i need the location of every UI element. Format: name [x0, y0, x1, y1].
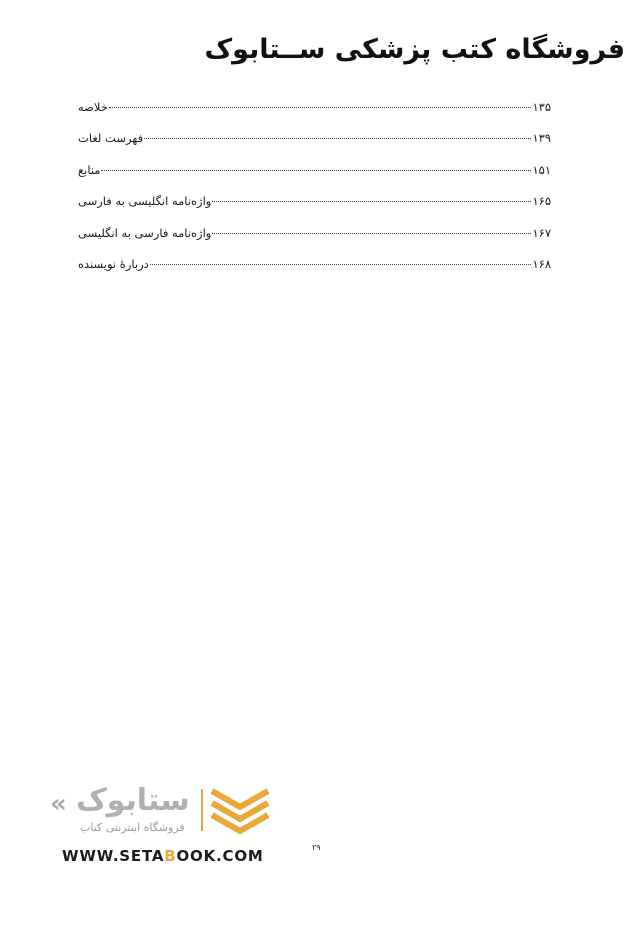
toc-entry-page: ۱۶۵ [532, 194, 551, 209]
table-of-contents [76, 100, 552, 288]
toc-entry-page: ۱۵۱ [532, 162, 551, 177]
toc-entry [76, 194, 552, 225]
toc-leader-dots [212, 233, 531, 234]
toc-entry-title: خلاصه [78, 100, 108, 114]
watermark-tagline: فروشگاه اینترنتی کتاب [80, 821, 185, 834]
toc-entry-page: ۱۶۷ [532, 225, 551, 240]
toc-leader-dots [150, 264, 532, 265]
watermark-brand-name: ستابوک [76, 783, 190, 818]
setabook-logo-icon [208, 785, 272, 837]
double-chevron-icon: « [50, 789, 63, 819]
toc-entry-page: ۱۶۸ [532, 256, 551, 271]
toc-entry [76, 226, 552, 257]
toc-leader-dots [212, 201, 531, 202]
toc-entry [76, 131, 552, 162]
toc-entry-title: واژه‌نامه انگلیسی به فارسی [78, 194, 212, 209]
page-number: ۲۹ [312, 843, 321, 852]
toc-entry-title: دربارهٔ نویسنده [78, 256, 149, 271]
toc-entry-title: واژه‌نامه فارسی به انگلیسی [78, 225, 212, 240]
toc-entry-title: منابع [78, 162, 101, 177]
setabook-watermark [50, 783, 275, 873]
toc-entry [76, 257, 552, 288]
watermark-url: WWW.SETABOOK.COM [62, 847, 264, 865]
toc-entry [76, 100, 552, 131]
toc-leader-dots [144, 138, 531, 139]
toc-leader-dots [101, 170, 531, 171]
toc-entry-page: ۱۳۵ [532, 100, 551, 114]
toc-entry-page: ۱۳۹ [532, 131, 551, 146]
watermark-divider [201, 789, 203, 831]
toc-entry-title: فهرست لغات [78, 131, 144, 146]
page-header-title: فروشگاه کتب پزشکی ســتابوک [204, 34, 625, 65]
toc-leader-dots [109, 107, 532, 108]
toc-entry [76, 163, 552, 194]
